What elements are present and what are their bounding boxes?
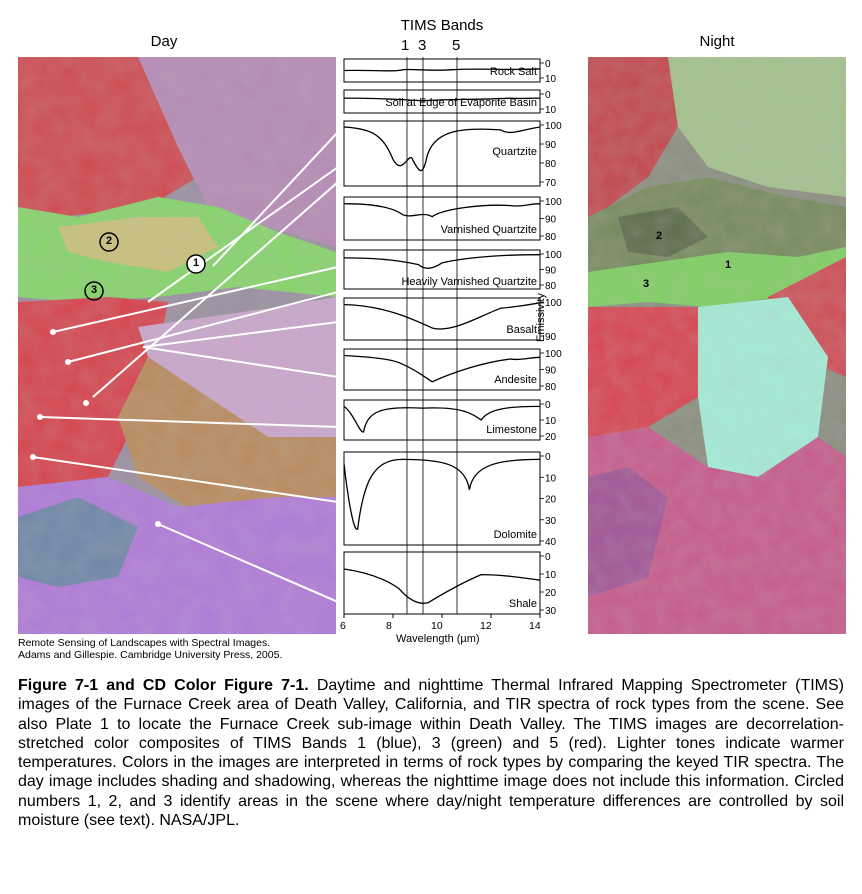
y-tick-label: 0	[545, 90, 551, 101]
band-number-5: 5	[452, 37, 461, 54]
figure-caption	[18, 676, 844, 830]
y-tick-label: 90	[545, 265, 557, 277]
day-marker-1: 1	[193, 257, 200, 269]
y-tick-label: 10	[545, 416, 557, 427]
y-tick-label: 100	[545, 349, 562, 360]
spectrum-name: Basalt	[506, 324, 537, 336]
y-tick-label: 30	[545, 515, 557, 527]
credit-line-2: Adams and Gillespie. Cambridge University Press, 2005.	[18, 649, 283, 661]
band-number-1: 1	[401, 37, 410, 54]
x-tick-10: 10	[431, 620, 443, 632]
y-tick-label: 20	[545, 432, 557, 443]
y-tick-label: 10	[545, 105, 557, 116]
x-tick-6: 6	[340, 620, 346, 632]
spectrum-name: Soil at Edge of Evaporite Basin	[385, 97, 537, 109]
spectrum-name: Andesite	[494, 374, 537, 386]
night-marker-1: 1	[725, 259, 732, 271]
x-axis-label: Wavelength (µm)	[396, 633, 480, 645]
y-tick-label: 10	[545, 74, 557, 85]
tims-bands-title: TIMS Bands	[400, 17, 484, 34]
night-marker-3: 3	[643, 278, 650, 290]
y-tick-label: 100	[545, 250, 562, 261]
y-tick-label: 80	[545, 159, 557, 170]
x-tick-8: 8	[386, 620, 392, 632]
y-tick-label: 80	[545, 281, 557, 292]
caption-body: Daytime and nighttime Thermal Infrared Mapping Spectrometer (TIMS) images of the Furnace Creek area of Death Valley, California, and TIR spectra of rock types from the scene. See also Plate 1 to locate the Furnace Creek sub-image within Death Valley. The TIMS images are decorrelation-stretched color composites of TIMS Bands 1 (blue), 3 (green) and 5 (red). Lighter tones indicate warmer temperatures. Colors in the images are interpreted in terms of rock types by comparing the keyed TIR spectra. The day image includes shading and shadowing, whereas the nighttime image does not include this information. Circled numbers 1, 2, and 3 identify areas in the scene where day/night temperature differences are controlled by soil moisture (see text). NASA/JPL.	[18, 677, 844, 830]
y-axis-label: Emissivity	[535, 293, 547, 342]
y-tick-label: 90	[545, 140, 557, 151]
day-marker-2: 2	[106, 235, 113, 247]
y-tick-label: 20	[545, 588, 557, 599]
day-image-label: Day	[150, 33, 178, 50]
night-marker-2: 2	[656, 230, 663, 242]
day-marker-3: 3	[91, 284, 98, 296]
spectrum-name: Limestone	[486, 424, 537, 436]
y-tick-label: 90	[545, 214, 557, 226]
y-tick-label: 90	[545, 365, 557, 377]
y-tick-label: 0	[545, 400, 551, 411]
spectrum-name: Dolomite	[493, 529, 537, 541]
y-tick-label: 0	[545, 59, 551, 70]
y-tick-label: 0	[545, 452, 551, 463]
y-tick-label: 90	[545, 332, 557, 343]
y-tick-label: 80	[545, 232, 557, 243]
y-tick-label: 10	[545, 570, 557, 581]
spectrum-name: Quartzite	[492, 146, 537, 158]
y-tick-label: 40	[545, 537, 557, 548]
spectrum-name: Shale	[508, 598, 537, 610]
y-tick-label: 100	[545, 121, 562, 132]
spectrum-name: Varnished Quartzite	[440, 224, 537, 236]
x-tick-12: 12	[480, 620, 492, 632]
spectrum-name: Rock Salt	[489, 66, 537, 78]
night-image-label: Night	[699, 33, 735, 50]
y-tick-label: 100	[545, 197, 562, 208]
y-tick-label: 100	[545, 298, 562, 309]
spectrum-name: Heavily Varnished Quartzite	[401, 276, 537, 288]
y-tick-label: 30	[545, 606, 557, 617]
y-tick-label: 80	[545, 382, 557, 393]
caption-title: Figure 7-1 and CD Color Figure 7-1.	[18, 677, 309, 694]
credit-line-1: Remote Sensing of Landscapes with Spectral Images.	[18, 637, 271, 649]
y-tick-label: 0	[545, 552, 551, 563]
band-number-3: 3	[418, 37, 427, 54]
y-tick-label: 10	[545, 473, 557, 485]
y-tick-label: 20	[545, 494, 557, 506]
x-tick-14: 14	[529, 620, 541, 632]
y-tick-label: 70	[545, 178, 557, 189]
